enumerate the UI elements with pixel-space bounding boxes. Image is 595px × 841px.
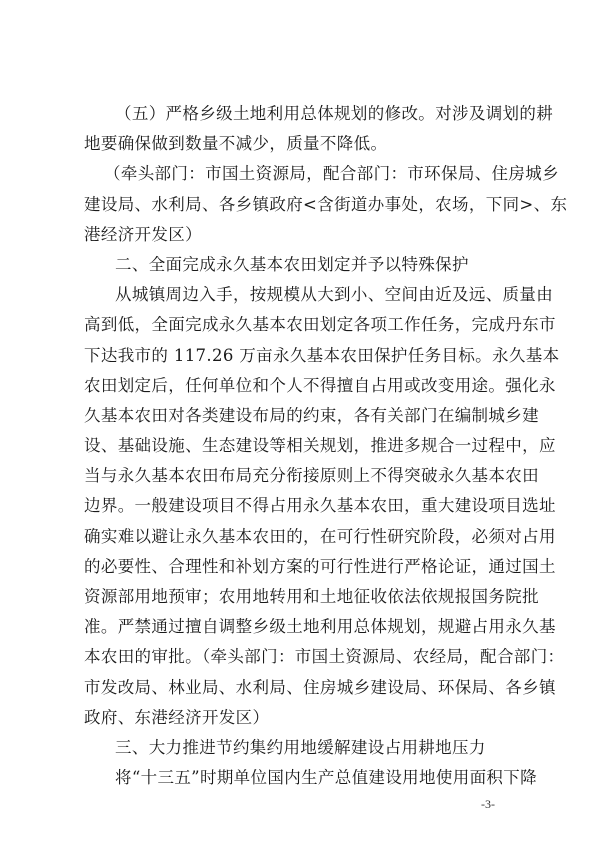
- text-line: 建设局、水利局、各乡镇政府<含街道办事处，农场，下同>、东: [84, 194, 568, 214]
- text-line: 确实难以避让永久基本农田的，在可行性研究阶段，必须对占用: [84, 526, 556, 546]
- text-line: （五）严格乡级土地利用总体规划的修改。对涉及调划的耕: [115, 104, 554, 123]
- text-line: 将“十三五”时期单位国内生产总值建设用地使用面积下降: [115, 768, 537, 788]
- text-line: 地要确保做到数量不减少，质量不降低。: [84, 134, 388, 154]
- text-line: 高到低，全面完成永久基本农田划定各项工作任务，完成丹东市: [84, 315, 556, 335]
- text-line: 当与永久基本农田布局充分衔接原则上不得突破永久基本农田: [84, 466, 539, 486]
- text-line: （牵头部门：市国土资源局，配合部门：市环保局、住房城乡: [104, 164, 559, 184]
- text-line: 港经济开发区）: [84, 224, 202, 244]
- text-line: 三、大力推进节约集约用地缓解建设占用耕地压力: [115, 737, 486, 757]
- text-line: 市发改局、林业局、水利局、住房城乡建设局、环保局、各乡镇: [84, 677, 556, 697]
- text-line: 资源部用地预审；农用地转用和土地征收依法依规报国务院批: [84, 587, 539, 606]
- text-line: 准。严禁通过擅自调整乡级土地利用总体规划，规避占用永久基: [84, 617, 556, 637]
- body-text: [84, 99, 568, 793]
- text-line: 二、全面完成永久基本农田划定并予以特殊保护: [115, 254, 469, 274]
- text-line: 农田划定后，任何单位和个人不得擅自占用或改变用途。强化永: [84, 375, 556, 395]
- text-line: 下达我市的 117.26 万亩永久基本农田保护任务目标。永久基本: [84, 345, 560, 365]
- text-line: 政府、东港经济开发区）: [84, 707, 270, 727]
- text-line: 从城镇周边入手，按规模从大到小、空间由近及远、质量由: [115, 285, 554, 305]
- text-line: 本农田的审批。（牵头部门：市国土资源局、农经局，配合部门：: [84, 647, 565, 667]
- text-line: 边界。一般建设项目不得占用永久基本农田，重大建设项目选址: [84, 496, 556, 516]
- text-line: 久基本农田对各类建设布局的约束，各有关部门在编制城乡建: [84, 405, 539, 425]
- text-line: 设、基础设施、生态建设等相关规划，推进多规合一过程中，应: [84, 436, 556, 456]
- page-number: -3-: [481, 797, 495, 811]
- text-line: 的必要性、合理性和补划方案的可行性进行严格论证，通过国土: [84, 556, 556, 576]
